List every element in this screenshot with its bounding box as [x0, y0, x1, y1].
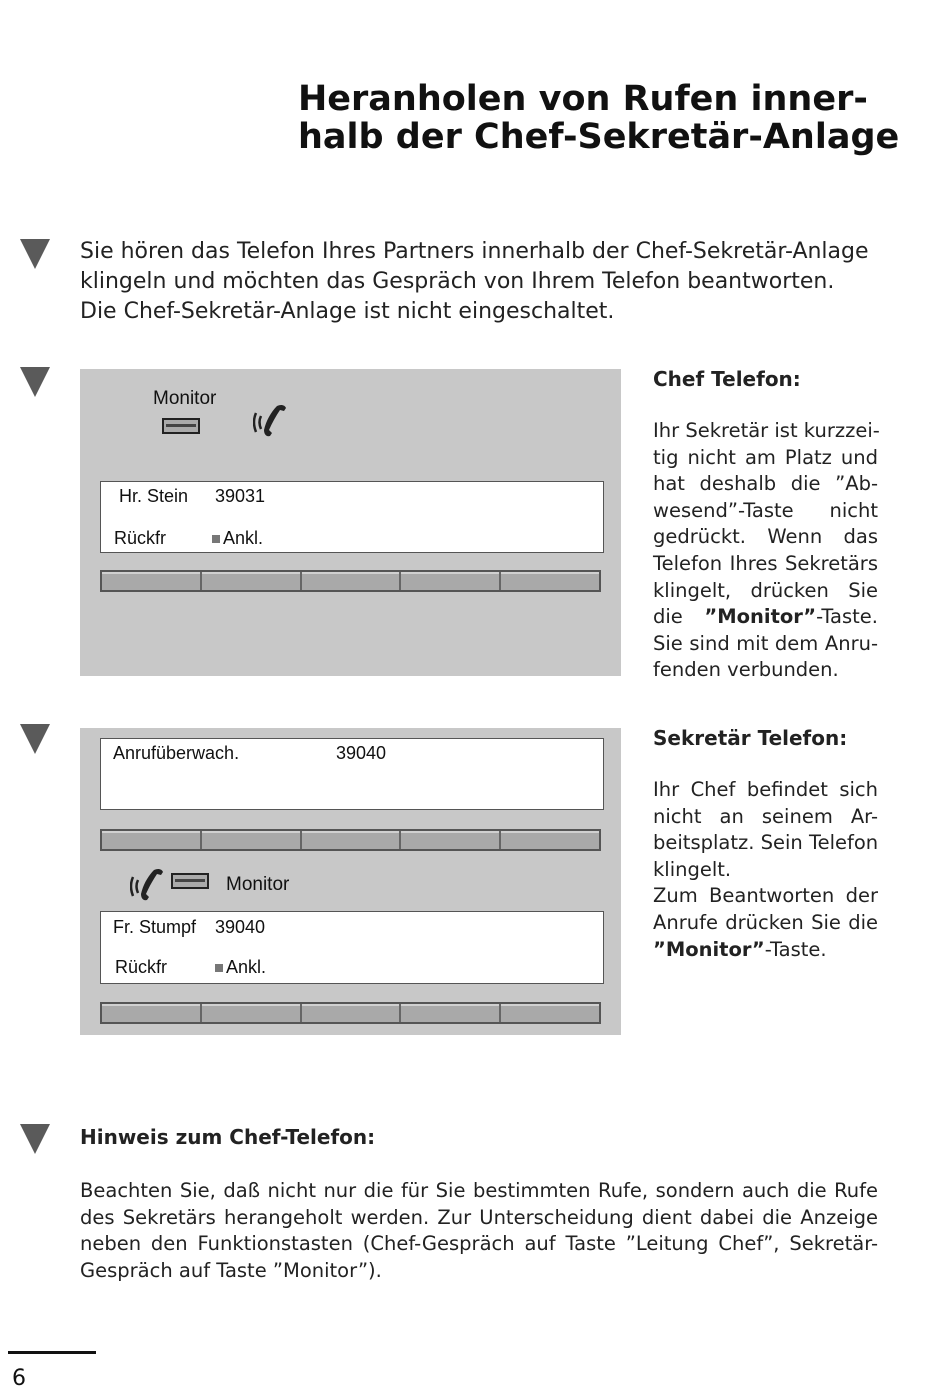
sekretaer-text-line: nicht an seinem Ar- — [653, 804, 878, 828]
hinweis-heading: Hinweis zum Chef-Telefon: — [80, 1125, 376, 1149]
secretary-phone-illustration — [80, 728, 621, 1035]
monitor-key-label: Monitor — [153, 388, 217, 409]
sekretaer-text-line: Anrufe drücken Sie die — [653, 910, 878, 934]
softkey-label-rueckfr: Rückfr — [114, 528, 167, 548]
monitor-emphasis: ”Monitor” — [653, 937, 765, 961]
chef-text-line — [653, 604, 878, 631]
chef-phone-illustration — [80, 369, 621, 676]
chef-text-line: Telefon Ihres Sekretärs — [653, 551, 878, 575]
chef-text-line: gedrückt. Wenn das — [653, 525, 878, 549]
softkey[interactable] — [302, 1004, 402, 1022]
hinweis-text-line: des Sekretärs herangeholt werden. Zur Unterscheidung dient dabei die Anzeige — [80, 1205, 878, 1229]
intro-line: Die Chef-Sekretär-Anlage ist nicht eingeschaltet. — [80, 299, 615, 324]
softkey[interactable] — [202, 831, 302, 849]
intro-line: Sie hören das Telefon Ihres Partners innerhalb der Chef-Sekretär-Anlage — [80, 239, 869, 264]
call-monitor-text: Anrufüberwach. — [113, 743, 240, 763]
softkey[interactable] — [102, 831, 202, 849]
chef-telefon-section — [653, 366, 878, 684]
softkey-label-ankl-text: Ankl. — [223, 528, 264, 548]
softkey[interactable] — [401, 572, 501, 590]
sekretaer-telefon-section — [653, 725, 878, 963]
softkey-bar — [100, 829, 601, 851]
intro-line: klingeln und möchten das Gespräch von Ihrem Telefon beantworten. — [80, 269, 835, 294]
softkey-bar — [100, 1002, 601, 1024]
sekretaer-text-line — [653, 937, 878, 964]
softkey[interactable] — [202, 572, 302, 590]
softkey-bar — [100, 570, 601, 592]
page-title — [298, 80, 918, 156]
chef-text-fragment: die — [653, 605, 683, 629]
hinweis-text-line: Gespräch auf Taste ”Monitor”). — [80, 1259, 382, 1283]
selection-marker-icon — [215, 964, 223, 972]
sekretaer-text-line: beitsplatz. Sein Telefon — [653, 831, 879, 855]
footer-rule — [8, 1351, 96, 1354]
chef-text-line: klingelt, drücken Sie — [653, 578, 878, 602]
phone-display — [100, 481, 604, 553]
ringing-handset-icon — [130, 866, 166, 904]
chef-text-line: fenden verbunden. — [653, 658, 839, 682]
intro-paragraph — [80, 237, 900, 327]
bullet-triangle-icon — [20, 1124, 50, 1154]
chef-text-line: Ihr Sekretär ist kurzzei- — [653, 419, 880, 442]
bullet-triangle-icon — [20, 724, 50, 754]
hinweis-section — [80, 1124, 878, 1285]
softkey[interactable] — [302, 572, 402, 590]
chef-text-fragment: -Taste. — [816, 605, 878, 629]
sekretaer-text-fragment: -Taste. — [764, 937, 827, 961]
monitor-key-led-icon — [162, 418, 200, 434]
softkey[interactable] — [302, 831, 402, 849]
sekretaer-telefon-heading: Sekretär Telefon: — [653, 726, 848, 750]
call-monitor-number: 39040 — [336, 743, 387, 763]
caller-name: Hr. Stein — [119, 486, 189, 506]
softkey[interactable] — [501, 1004, 599, 1022]
bullet-triangle-icon — [20, 367, 50, 397]
chef-telefon-heading: Chef Telefon: — [653, 367, 801, 391]
hinweis-text-line: Beachten Sie, daß nicht nur die für Sie bestimmten Rufe, sondern auch die Rufe — [80, 1178, 878, 1202]
chef-text-line: hat deshalb die ”Ab- — [653, 472, 878, 496]
page-title-line-2: halb der Chef-Sekretär-Anlage — [298, 117, 900, 157]
softkey[interactable] — [401, 1004, 501, 1022]
page-title-line-1: Heranholen von Rufen inner- — [298, 79, 868, 119]
sekretaer-text-line: Zum Beantworten der — [653, 884, 878, 908]
softkey[interactable] — [102, 572, 202, 590]
caller-number: 39031 — [215, 486, 266, 506]
caller-number: 39040 — [215, 917, 266, 937]
ringing-handset-icon — [253, 402, 289, 440]
softkey[interactable] — [501, 831, 599, 849]
chef-text-line: wesend”-Taste nicht — [653, 498, 878, 522]
softkey-label-ankl — [212, 528, 263, 549]
monitor-key-label: Monitor — [226, 874, 290, 895]
sekretaer-text-line: klingelt. — [653, 857, 732, 881]
hinweis-text-line: neben den Funktionstasten (Chef-Gespräch auf Taste ”Leitung Chef”, Sekretär- — [80, 1232, 878, 1256]
sekretaer-text-line: Ihr Chef befindet sich — [653, 778, 878, 801]
softkey[interactable] — [501, 572, 599, 590]
monitor-emphasis: ”Monitor” — [704, 605, 817, 629]
softkey-label-ankl-text: Ankl. — [226, 957, 267, 977]
softkey-label-ankl — [215, 957, 266, 978]
phone-display — [100, 911, 604, 984]
softkey[interactable] — [401, 831, 501, 849]
chef-text-line: Sie sind mit dem Anru- — [653, 631, 878, 655]
call-monitor-display — [100, 738, 604, 810]
softkey[interactable] — [102, 1004, 202, 1022]
page-number: 6 — [12, 1366, 26, 1391]
monitor-key-led-icon — [171, 873, 209, 889]
selection-marker-icon — [212, 535, 220, 543]
chef-text-line: tig nicht am Platz und — [653, 445, 878, 469]
softkey-label-rueckfr: Rückfr — [115, 957, 168, 977]
bullet-triangle-icon — [20, 239, 50, 269]
softkey[interactable] — [202, 1004, 302, 1022]
caller-name: Fr. Stumpf — [113, 917, 197, 937]
